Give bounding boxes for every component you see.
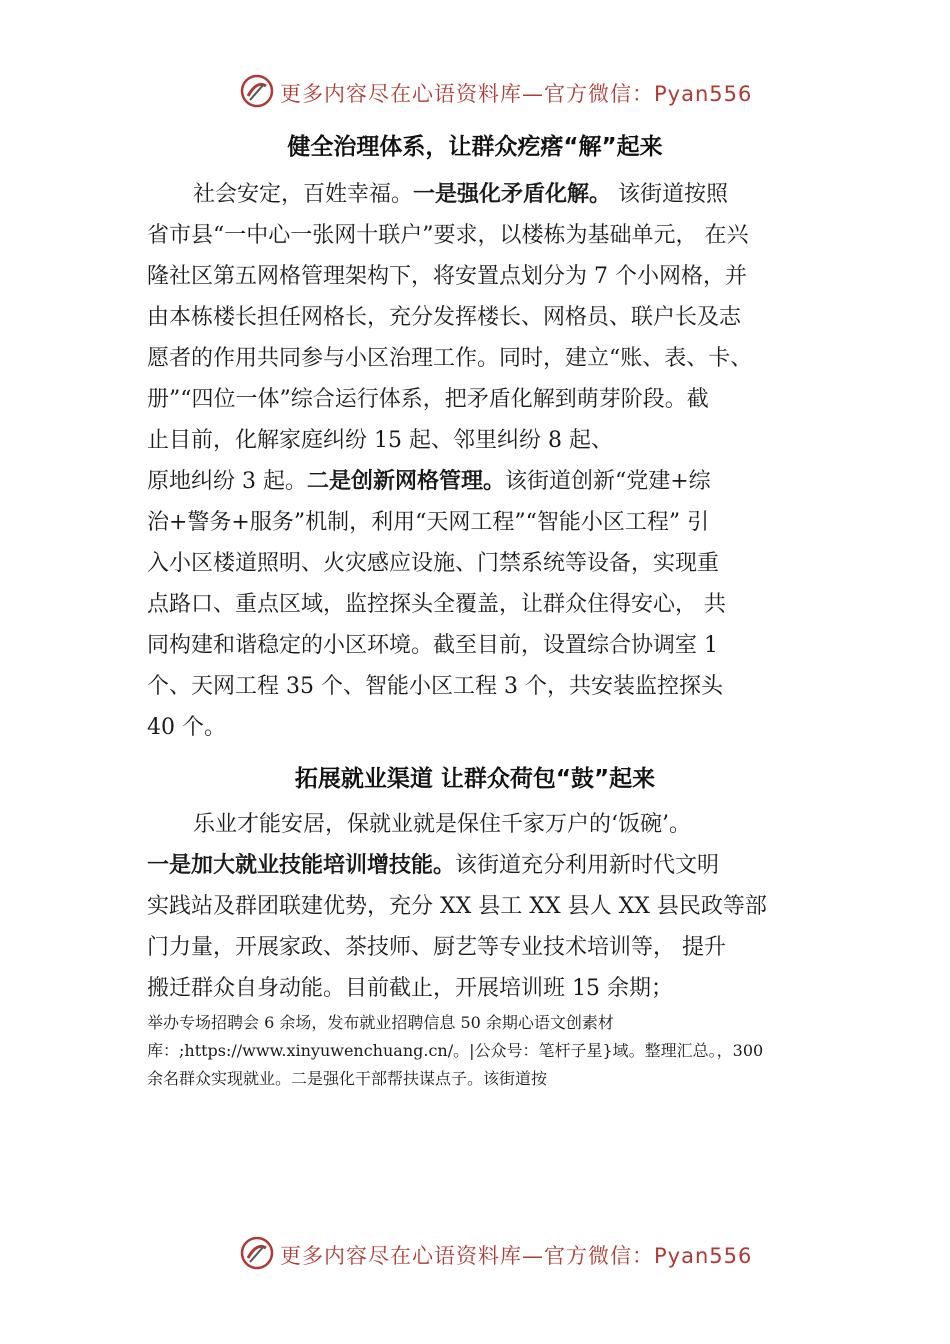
paragraph-line: 同构建和谐稳定的小区环境。截至目前，设置综合协调室 1 (147, 633, 718, 658)
banner-text: 更多内容尽在心语资料库—官方微信：Pyan556 (280, 82, 753, 106)
paragraph-line: 省市县“一中心一张网十联户”要求，以楼栋为基础单元， 在兴 (147, 223, 749, 248)
paragraph-line: 40 个。 (147, 715, 226, 740)
paragraph-line: 个、天网工程 35 个、智能小区工程 3 个，共安装监控探头 (147, 674, 723, 699)
paragraph-line: 点路口、重点区域，监控探头全覆盖，让群众住得安心， 共 (147, 592, 726, 617)
brand-logo-icon (240, 1236, 274, 1270)
paragraph-line: 由本栋楼长担任网格长，充分发挥楼长、网格员、联户长及志 (147, 305, 742, 330)
brand-logo-icon (240, 74, 274, 108)
paragraph-line: 入小区楼道照明、火灾感应设施、门禁系统等设备，实现重 (147, 551, 720, 576)
paragraph-line: 册”“四位一体”综合运行体系，把矛盾化解到萌芽阶段。截 (147, 387, 709, 412)
paragraph-line: 愿者的作用共同参与小区治理工作。同时，建立“账、表、卡、 (147, 346, 753, 371)
paragraph-line: 隆社区第五网格管理架构下，将安置点划分为 7 个小网格，并 (147, 264, 747, 289)
paragraph-line: 一是加大就业技能培训增技能。该街道充分利用新时代文明 (147, 852, 720, 878)
paragraph-line: 止目前，化解家庭纠纷 15 起、邻里纠纷 8 起、 (147, 428, 613, 453)
paragraph-line: 乐业才能安居，保就业就是保住千家万户的‘饭碗’。 (193, 812, 691, 837)
paragraph-line: 搬迁群众自身动能。目前截止，开展培训班 15 余期； (147, 976, 673, 1001)
bottom-watermark-banner (0, 1234, 950, 1274)
section2-heading: 拓展就业渠道 让群众荷包“鼓”起来 (294, 766, 656, 792)
small-text-line: 库：;https://www.xinyuwenchuang.cn/。|公众号：笔杆子星}域。整理汇总。，300 (147, 1041, 764, 1060)
banner-text: 更多内容尽在心语资料库—官方微信：Pyan556 (280, 1244, 753, 1268)
small-text-line: 余名群众实现就业。二是强化干部帮扶谋点子。该街道按 (147, 1069, 548, 1088)
section1-heading: 健全治理体系，让群众疙瘩“解”起来 (287, 134, 663, 160)
top-watermark-banner (0, 72, 950, 112)
paragraph-line: 实践站及群团联建优势，充分 XX 县工 XX 县人 XX 县民政等部 (147, 894, 767, 919)
small-text-line: 举办专场招聘会 6 余场，发布就业招聘信息 50 余期心语文创素材 (147, 1013, 614, 1032)
paragraph-line: 原地纠纷 3 起。二是创新网格管理。该街道创新“党建+综 (147, 468, 711, 494)
paragraph-line: 社会安定，百姓幸福。一是强化矛盾化解。 该街道按照 (193, 181, 729, 207)
paragraph-line: 治+警务+服务”机制，利用“天网工程”“智能小区工程” 引 (147, 510, 710, 535)
paragraph-line: 门力量，开展家政、茶技师、厨艺等专业技术培训等， 提升 (147, 935, 726, 960)
